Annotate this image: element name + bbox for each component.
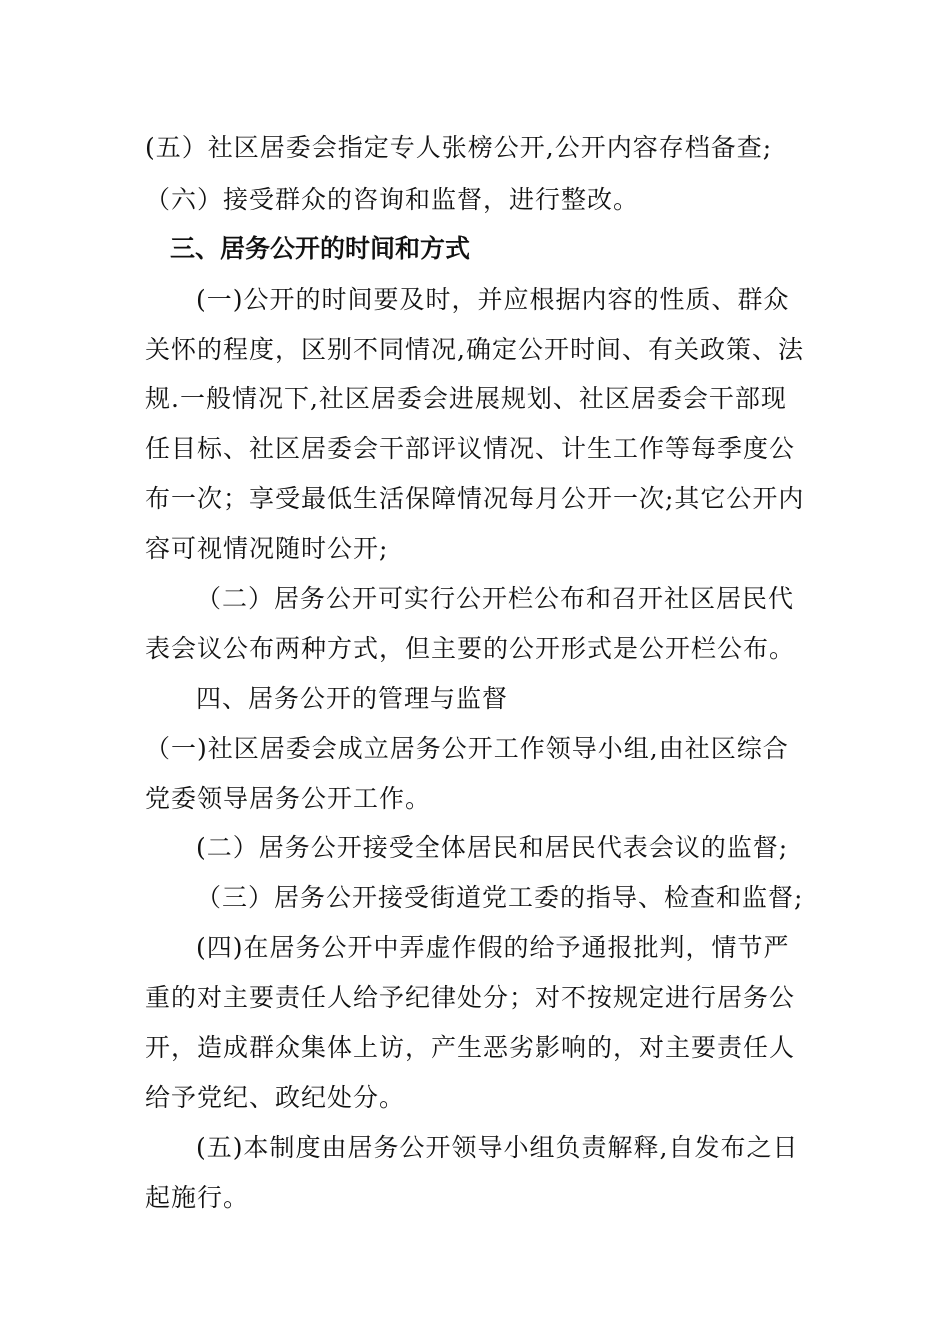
paragraph-line: 规.一般情况下,社区居委会进展规划、社区居委会干部现: [145, 384, 787, 413]
paragraph-line: (五)本制度由居务公开领导小组负责解释,自发布之日: [196, 1133, 799, 1162]
paragraph-line: 布一次；享受最低生活保障情况每月公开一次;其它公开内: [145, 484, 805, 513]
paragraph-line: 容可视情况随时公开;: [145, 534, 389, 563]
paragraph-line: 任目标、社区居委会干部评议情况、计生工作等每季度公: [145, 434, 796, 463]
paragraph-line: 给予党纪、政纪处分。: [145, 1083, 406, 1112]
paragraph-line: 起施行。: [145, 1183, 250, 1212]
paragraph-line: 开，造成群众集体上访，产生恶劣影响的，对主要责任人: [145, 1033, 796, 1062]
paragraph-line: (二）居务公开接受全体居民和居民代表会议的监督;: [196, 833, 789, 862]
paragraph-line: 党委领导居务公开工作。: [145, 784, 432, 813]
paragraph-line: 关怀的程度，区别不同情况,确定公开时间、有关政策、法: [145, 335, 804, 364]
paragraph-line: (一)公开的时间要及时，并应根据内容的性质、群众: [196, 285, 790, 314]
section-heading-time-and-method: 三、居务公开的时间和方式: [170, 234, 471, 263]
paragraph-line: (四)在居务公开中弄虚作假的给予通报批判，情节严: [196, 933, 790, 962]
item-five-publicity: (五）社区居委会指定专人张榜公开,公开内容存档备查;: [145, 133, 773, 162]
section-heading-management: 四、居务公开的管理与监督: [196, 684, 509, 713]
paragraph-line: （一)社区居委会成立居务公开工作领导小组,由社区综合: [145, 734, 789, 763]
paragraph-line: 表会议公布两种方式，但主要的公开形式是公开栏公布。: [145, 634, 796, 663]
paragraph-line: 重的对主要责任人给予纪律处分；对不按规定进行居务公: [145, 983, 796, 1012]
paragraph-line: （二）居务公开可实行公开栏公布和召开社区居民代: [196, 584, 795, 613]
paragraph-line: （三）居务公开接受街道党工委的指导、检查和监督;: [196, 883, 804, 912]
item-six-supervision: （六）接受群众的咨询和监督，进行整改。: [145, 185, 640, 214]
